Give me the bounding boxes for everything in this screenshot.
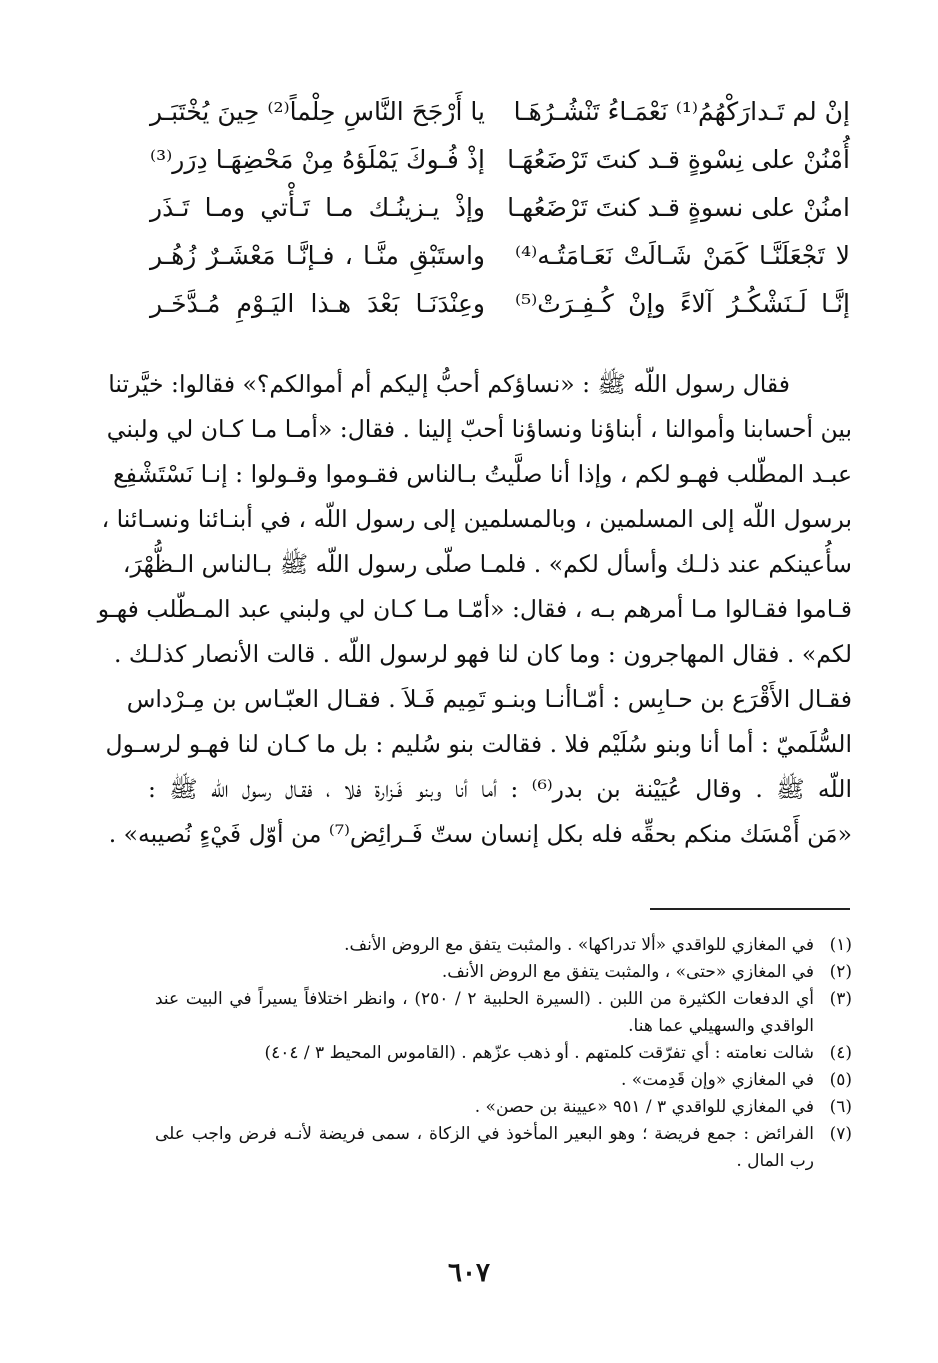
poem-second-hemistich: يا أَرْجَحَ النَّاسِ حِلْماً⁽²⁾ حِينَ يُخْتَبَـر	[150, 97, 485, 126]
poem-block	[150, 90, 850, 340]
poem-first-hemistich: أُمْنُنْ على نِسْوةٍ قـد كنتَ تَرْضَعُهَـا	[507, 145, 850, 174]
footnote-text: في المغازي للواقدي ٣ / ٩٥١ «عيينة بن حصن» .	[474, 1097, 814, 1117]
prose-line: عبـد المطّلب فهـو لكم ، وإذا أنا صلَّيتُ بـالناس فقـوموا وقـولوا : إنـا نَسْتَشْفِع	[113, 460, 852, 488]
prose-line: اللّه ﷺ . وقال عُيَيْنة بن بدر⁽⁶⁾ : أما أنا وبنو فَـزارة فلا ، فقـال رسول اللّه ﷺ :	[148, 775, 852, 803]
poem-verse	[150, 234, 850, 278]
prose-line: «مَن أَمْسَك منكم بحقِّه فله بكل إنسان ستّ فَـرائِض⁽⁷⁾ من أوّل فَيْءٍ نُصيبه» .	[108, 820, 852, 848]
prose-line: فقـال الأَقْرَع بن حـابِس : أمّـاأنـا وبنـو تَمِيم فَـلاَ . فقـال العبّـاس بن مِـرْداس	[126, 685, 852, 713]
poem-second-hemistich: واستَبْقِ منَّـا ، فـإنَّـا مَعْشَـرٌ زُهُـر	[150, 241, 485, 270]
footnote	[155, 959, 852, 986]
prose-line: بين أحسابنا وأموالنا ، أبناؤنا ونساؤنا أحبّ إلينا . فقال: «أمـا مـا كـان لي ولبني	[106, 415, 852, 443]
poem-second-hemistich: وعِنْدَنَـا بَعْدَ هـذا اليَـوْمِ مُـدَّخَـر	[150, 289, 485, 318]
footnote-number: (٤)	[829, 1043, 852, 1063]
footnotes	[155, 932, 852, 1175]
poem-first-hemistich: لا تَجْعَلَنَّـا كَمَنْ شَـالَتْ نَعَـامَتُـه⁽⁴⁾	[515, 241, 850, 270]
prose-line: برسول اللّه إلى المسلمين ، وبالمسلمين إلى رسول اللّه ، في أبنـائنا ونسـائنا ،	[101, 505, 852, 533]
footnote-text: في المغازي «حتى» ، والمثبت يتفق مع الروض الأنف.	[441, 962, 814, 982]
prose-line: سأُعينكم عند ذلـك وأسأل لكم» . فلمـا صلّى رسول اللّه ﷺ بـالناس الـظُّهْرَ،	[122, 550, 852, 578]
footnote-separator	[650, 908, 850, 910]
footnote-text: في المغازي للواقدي «ألا تدراكها» . والمثبت يتفق مع الروض الأنف.	[344, 935, 814, 955]
footnote-text: في المغازي «وإن قَدِمت» .	[620, 1070, 814, 1090]
prose-line: لكم» . فقال المهاجرون : وما كان لنا فهو لرسول اللّه . قالت الأنصار كذلـك .	[113, 640, 852, 668]
poem-second-hemistich: وإذْ يـزينُـك مـا تَـأْتي ومـا تَـذَر	[150, 193, 485, 222]
prose-block	[97, 362, 852, 857]
prose-line: فقال رسول اللّه ﷺ : «نساؤكم أحبُّ إليكم أم أموالكم؟» فقالوا: خيَّرتنا	[108, 370, 790, 398]
poem-first-hemistich: إنْ لم تَـدارَكْهُمُ⁽¹⁾ نَعْمَـاءُ تَنْشُـرُهَـا	[513, 97, 850, 126]
footnote-text: شالت نعامته : أي تفرّقت كلمتهم . أو ذهب عزّهم . (القاموس المحيط ٣ / ٤٠٤)	[264, 1043, 814, 1063]
footnote-text: أي الدفعات الكثيرة من اللبن . (السيرة الحلبية ٢ / ٢٥٠) ، وانظر اختلافاً يسيراً في البيت عند الواقدي والسهيلي عما هنا.	[155, 989, 814, 1036]
footnote	[155, 986, 852, 1040]
footnote-number: (٦)	[829, 1097, 852, 1117]
footnote-number: (٢)	[829, 962, 852, 982]
footnote-number: (٥)	[829, 1070, 852, 1090]
poem-verse	[150, 282, 850, 326]
footnote-number: (٣)	[829, 989, 852, 1009]
footnote	[155, 1040, 852, 1067]
footnote-number: (١)	[829, 935, 852, 955]
footnote-text: الفرائض : جمع فريضة ؛ وهو البعير المأخوذ في الزكاة ، سمى فريضة لأنـه فرض واجب على رب المال .	[155, 1124, 814, 1171]
prose-line: السُّلَميّ : أما أنا وبنو سُلَيْم فلا . فقالت بنو سُليم : بل ما كـان لنا فهـو لرسـول	[105, 730, 852, 758]
poem-first-hemistich: امنُنْ على نسوةٍ قـد كنتَ تَرْضَعُهـا	[507, 193, 850, 222]
footnote-number: (٧)	[829, 1124, 852, 1144]
footnote	[155, 1094, 852, 1121]
prose-line: قـاموا فقـالوا مـا أمرهم بـه ، فقال: «أمّـا مـا كـان لي ولبني عبد المـطّلب فهـو	[97, 595, 852, 623]
poem-first-hemistich: إنَّـا لَـنَشْكُـرُ آلاءً وإنْ كُـفِـرَتْ⁽⁵⁾	[515, 289, 850, 318]
poem-verse	[150, 90, 850, 134]
poem-verse	[150, 186, 850, 230]
poem-second-hemistich: إذْ فُـوكَ يَمْلَؤهُ مِنْ مَحْضِهَـا دِرَر⁽³⁾	[150, 145, 485, 174]
footnote	[155, 1067, 852, 1094]
page-number: ٦٠٧	[448, 1258, 490, 1288]
footnote	[155, 1121, 852, 1175]
footnote	[155, 932, 852, 959]
poem-verse	[150, 138, 850, 182]
